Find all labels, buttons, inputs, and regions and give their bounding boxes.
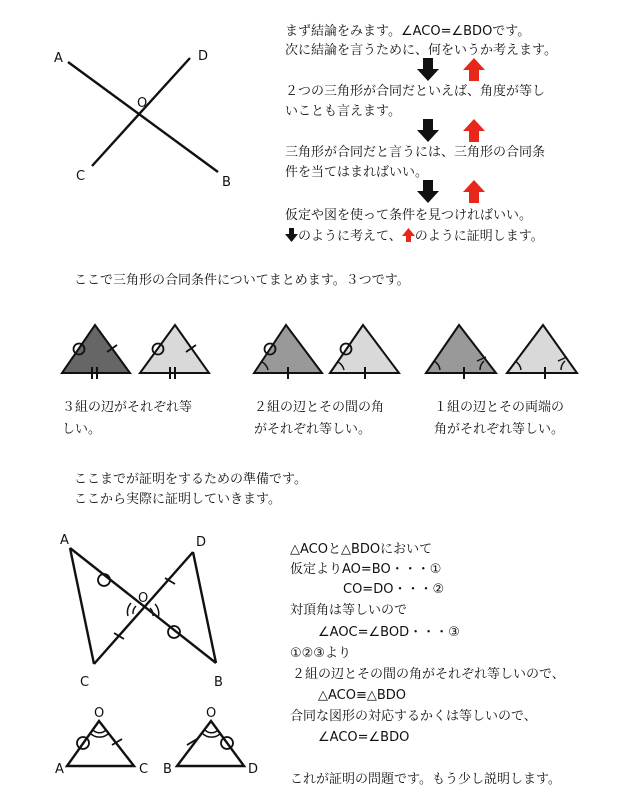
intro-line-8-part-a: のように考えて、 [298,229,402,244]
proof-line-6: ①②③より [290,646,351,661]
small-right-label-B: B [163,762,172,777]
intro-line-5: 三角形が合同だと言うには、三角形の合同条 [285,145,546,160]
condition-sss-line-1: ３組の辺がそれぞれ等 [62,400,193,415]
proof-line-8: △ACO≡△BDO [318,688,407,703]
intro-line-2: 次に結論を言うために、何をいうか考えます。 [285,43,557,58]
figure1-label-B: B [222,175,231,190]
condition-sas-line-1: ２組の辺とその間の角 [254,400,385,415]
figure2-label-B: B [214,675,223,690]
figure2-label-C: C [80,675,90,690]
figure2-label-O: O [138,591,149,606]
proof-line-9: 合同な図形の対応するかくは等しいので、 [290,709,537,724]
intro-line-3: ２つの三角形が合同だといえば、角度が等し [285,84,546,99]
transition-line-2: ここから実際に証明していきます。 [74,492,281,507]
proof-line-1: △ACOと△BDOにおいて [290,542,433,557]
intro-line-1: まず結論をみます。∠ACO=∠BDOです。 [285,24,531,39]
proof-line-10: ∠ACO=∠BDO [318,730,410,745]
figure1-label-A: A [54,51,63,66]
figure2-label-A: A [60,533,69,548]
closing-text: これが証明の問題です。もう少し説明します。 [290,772,561,787]
condition-asa-line-1: １組の辺とその両端の [434,400,565,415]
proof-line-2: 仮定よりAO=BO・・・① [290,562,442,577]
proof-line-7: ２組の辺とその間の角がそれぞれ等しいので、 [292,667,565,682]
intro-line-7: 仮定や図を使って条件を見つければいい。 [285,208,533,223]
figure2-label-D: D [196,535,207,550]
figure1-label-D: D [198,49,209,64]
intro-line-4: いことも言えます。 [285,104,401,119]
condition-sas-line-2: がそれぞれ等しい。 [254,422,372,437]
small-left-label-A: A [55,762,64,777]
transition-line-1: ここまでが証明をするための準備です。 [74,472,307,487]
small-right-label-D: D [248,762,259,777]
condition-asa-line-2: 角がそれぞれ等しい。 [434,422,565,437]
proof-line-3: CO=DO・・・② [343,582,445,597]
intro-line-6: 件を当てはまればいい。 [285,165,429,180]
proof-line-5: ∠AOC=∠BOD・・・③ [318,625,460,640]
small-right-label-O: O [206,706,217,721]
intro-line-8-part-b: のように証明します。 [414,229,544,244]
figure1-label-C: C [76,169,86,184]
small-left-label-O: O [94,706,105,721]
figure1-label-O: O [137,96,148,111]
condition-sss-line-2: しい。 [62,422,102,437]
small-left-label-C: C [139,762,149,777]
section-title: ここで三角形の合同条件についてまとめます。３つです。 [74,273,410,288]
proof-line-4: 対頂角は等しいので [290,603,408,618]
